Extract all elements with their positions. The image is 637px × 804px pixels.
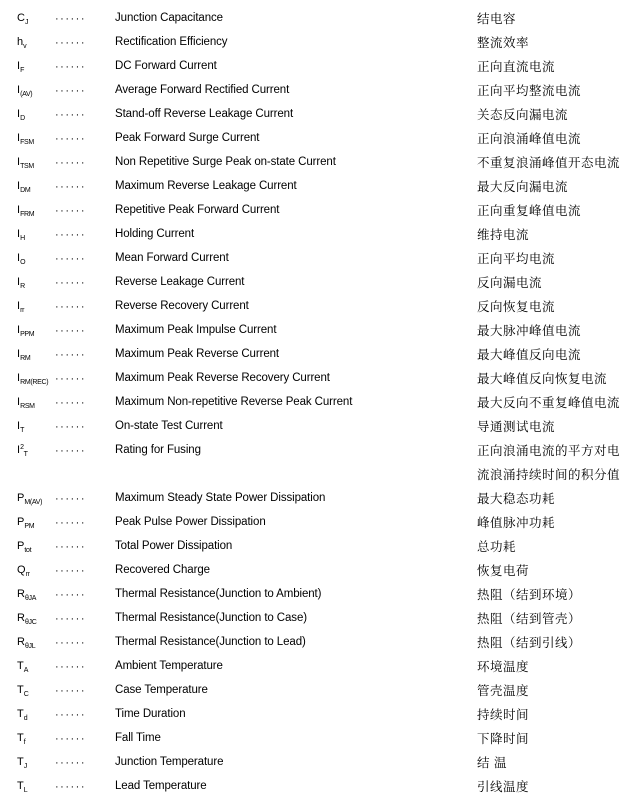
term-english: DC Forward Current [115, 60, 217, 73]
symbol: $I_R$ [17, 276, 25, 290]
table-row [0, 463, 637, 487]
table-row [0, 31, 637, 55]
term-chinese: 反向恢复电流 [477, 299, 556, 314]
term-chinese: 峰值脉冲功耗 [477, 515, 556, 530]
dots-leader: ······ [55, 132, 86, 145]
dots-leader: ······ [55, 564, 86, 577]
term-english: On-state Test Current [115, 420, 223, 433]
dots-leader: ······ [55, 180, 86, 193]
term-chinese: 最大脉冲峰值电流 [477, 323, 582, 338]
table-row [0, 103, 637, 127]
table-row [0, 271, 637, 295]
dots-leader: ······ [55, 156, 86, 169]
term-chinese: 最大反向漏电流 [477, 179, 569, 194]
dots-leader: ······ [55, 204, 86, 217]
symbol: $P_{M(AV)}$ [17, 492, 43, 506]
term-chinese: 正向浪涌电流的平方对电 [477, 443, 621, 458]
dots-leader: ······ [55, 780, 86, 793]
term-chinese: 热阻（结到管壳） [477, 611, 582, 626]
table-row [0, 175, 637, 199]
term-english: Time Duration [115, 708, 186, 721]
term-english: Stand-off Reverse Leakage Current [115, 108, 294, 121]
symbol: $P_{PM}$ [17, 516, 35, 530]
table-row [0, 127, 637, 151]
table-row [0, 703, 637, 727]
term-english: Total Power Dissipation [115, 540, 233, 553]
term-english: Lead Temperature [115, 780, 207, 793]
term-english: Rating for Fusing [115, 444, 201, 457]
table-row [0, 679, 637, 703]
dots-leader: ······ [55, 300, 86, 313]
table-row [0, 319, 637, 343]
term-chinese: 管壳温度 [477, 683, 530, 698]
term-chinese: 正向重复峰值电流 [477, 203, 582, 218]
symbol: $I_{(AV)}$ [17, 84, 33, 98]
symbol: $T_f$ [17, 732, 26, 746]
term-english: Maximum Peak Reverse Current [115, 348, 280, 361]
symbol: $R_{\theta JC}$ [17, 612, 37, 626]
term-chinese: 正向直流电流 [477, 59, 556, 74]
table-row [0, 151, 637, 175]
term-english: Maximum Steady State Power Dissipation [115, 492, 326, 505]
term-english: Thermal Resistance(Junction to Ambient) [115, 588, 322, 601]
term-chinese: 引线温度 [477, 779, 530, 794]
glossary-table [0, 7, 637, 799]
symbol: $I_T$ [17, 420, 25, 434]
symbol: $T_J$ [17, 756, 27, 770]
table-row [0, 7, 637, 31]
dots-leader: ······ [55, 324, 86, 337]
table-row [0, 367, 637, 391]
dots-leader: ······ [55, 36, 86, 49]
symbol: $I_F$ [17, 60, 25, 74]
table-row [0, 343, 637, 367]
table-row [0, 583, 637, 607]
symbol: $I^2_T$ [17, 444, 28, 458]
term-english: Thermal Resistance(Junction to Case) [115, 612, 307, 625]
symbol: $T_A$ [17, 660, 29, 674]
term-chinese: 持续时间 [477, 707, 530, 722]
term-english: Peak Pulse Power Dissipation [115, 516, 266, 529]
dots-leader: ······ [55, 276, 86, 289]
dots-leader: ······ [55, 108, 86, 121]
term-chinese: 结电容 [477, 11, 517, 26]
table-row [0, 391, 637, 415]
dots-leader: ······ [55, 420, 86, 433]
symbol: $P_{tot}$ [17, 540, 32, 554]
term-chinese: 最大峰值反向电流 [477, 347, 582, 362]
term-english: Holding Current [115, 228, 195, 241]
symbol: $I_O$ [17, 252, 26, 266]
symbol: $I_H$ [17, 228, 25, 242]
symbol: $I_{RM(REC)}$ [17, 372, 49, 386]
table-row [0, 79, 637, 103]
dots-leader: ······ [55, 348, 86, 361]
term-chinese: 最大峰值反向恢复电流 [477, 371, 608, 386]
term-chinese: 总功耗 [477, 539, 517, 554]
term-chinese: 下降时间 [477, 731, 530, 746]
term-chinese: 正向平均整流电流 [477, 83, 582, 98]
term-chinese: 维持电流 [477, 227, 530, 242]
dots-leader: ······ [55, 84, 86, 97]
dots-leader: ······ [55, 636, 86, 649]
term-english: Maximum Non-repetitive Reverse Peak Current [115, 396, 353, 409]
table-row [0, 607, 637, 631]
term-english: Case Temperature [115, 684, 208, 697]
term-chinese: 正向平均电流 [477, 251, 556, 266]
table-row [0, 199, 637, 223]
term-english: Junction Capacitance [115, 12, 223, 25]
term-english: Reverse Recovery Current [115, 300, 249, 313]
dots-leader: ······ [55, 252, 86, 265]
table-row [0, 559, 637, 583]
table-row [0, 223, 637, 247]
term-chinese: 结 温 [477, 755, 507, 770]
term-english: Peak Forward Surge Current [115, 132, 260, 145]
table-row [0, 727, 637, 751]
table-row [0, 655, 637, 679]
dots-leader: ······ [55, 60, 86, 73]
term-english: Recovered Charge [115, 564, 210, 577]
term-english: Reverse Leakage Current [115, 276, 245, 289]
term-english: Ambient Temperature [115, 660, 223, 673]
dots-leader: ······ [55, 396, 86, 409]
term-english: Maximum Peak Reverse Recovery Current [115, 372, 330, 385]
symbol: $I_{RM}$ [17, 348, 31, 362]
term-english: Maximum Peak Impulse Current [115, 324, 277, 337]
dots-leader: ······ [55, 660, 86, 673]
term-english: Mean Forward Current [115, 252, 229, 265]
symbol: $I_{rr}$ [17, 300, 25, 314]
term-chinese: 热阻（结到引线） [477, 635, 582, 650]
table-row [0, 631, 637, 655]
dots-leader: ······ [55, 540, 86, 553]
dots-leader: ······ [55, 732, 86, 745]
symbol: $R_{\theta JL}$ [17, 636, 36, 650]
term-chinese: 流浪涌持续时间的积分值 [477, 467, 621, 482]
symbol: $T_d$ [17, 708, 28, 722]
term-chinese: 整流效率 [477, 35, 530, 50]
dots-leader: ······ [55, 756, 86, 769]
symbol: $I_{DM}$ [17, 180, 31, 194]
term-english: Thermal Resistance(Junction to Lead) [115, 636, 306, 649]
term-english: Junction Temperature [115, 756, 224, 769]
term-chinese: 热阻（结到环境） [477, 587, 582, 602]
dots-leader: ······ [55, 612, 86, 625]
table-row [0, 295, 637, 319]
term-english: Non Repetitive Surge Peak on-state Current [115, 156, 336, 169]
symbol: $T_C$ [17, 684, 29, 698]
term-english: Fall Time [115, 732, 161, 745]
symbol: $I_{RSM}$ [17, 396, 35, 410]
symbol: $I_{FRM}$ [17, 204, 35, 218]
dots-leader: ······ [55, 684, 86, 697]
table-row [0, 751, 637, 775]
term-chinese: 环境温度 [477, 659, 530, 674]
symbol: $I_{PPM}$ [17, 324, 35, 338]
term-chinese: 导通测试电流 [477, 419, 556, 434]
dots-leader: ······ [55, 372, 86, 385]
symbol: $I_{TSM}$ [17, 156, 34, 170]
term-english: Repetitive Peak Forward Current [115, 204, 280, 217]
table-row [0, 55, 637, 79]
symbol: $R_{\theta JA}$ [17, 588, 37, 602]
term-english: Maximum Reverse Leakage Current [115, 180, 297, 193]
term-english: Rectification Efficiency [115, 36, 228, 49]
table-row [0, 415, 637, 439]
dots-leader: ······ [55, 588, 86, 601]
term-chinese: 正向浪涌峰值电流 [477, 131, 582, 146]
term-chinese: 不重复浪涌峰值开态电流 [477, 155, 621, 170]
term-english: Average Forward Rectified Current [115, 84, 290, 97]
dots-leader: ······ [55, 12, 86, 25]
symbol: $h_v$ [17, 36, 27, 50]
dots-leader: ······ [55, 708, 86, 721]
table-row [0, 439, 637, 463]
dots-leader: ······ [55, 228, 86, 241]
term-chinese: 最大稳态功耗 [477, 491, 556, 506]
table-row [0, 775, 637, 799]
symbol: $T_L$ [17, 780, 28, 794]
term-chinese: 恢复电荷 [477, 563, 530, 578]
dots-leader: ······ [55, 444, 86, 457]
term-chinese: 最大反向不重复峰值电流 [477, 395, 621, 410]
dots-leader: ······ [55, 492, 86, 505]
table-row [0, 247, 637, 271]
table-row [0, 511, 637, 535]
symbol: $Q_{rr}$ [17, 564, 30, 578]
symbol: $I_D$ [17, 108, 25, 122]
term-chinese: 反向漏电流 [477, 275, 543, 290]
table-row [0, 535, 637, 559]
symbol: $C_J$ [17, 12, 29, 26]
dots-leader: ······ [55, 516, 86, 529]
term-chinese: 关态反向漏电流 [477, 107, 569, 122]
symbol: $I_{FSM}$ [17, 132, 34, 146]
table-row [0, 487, 637, 511]
